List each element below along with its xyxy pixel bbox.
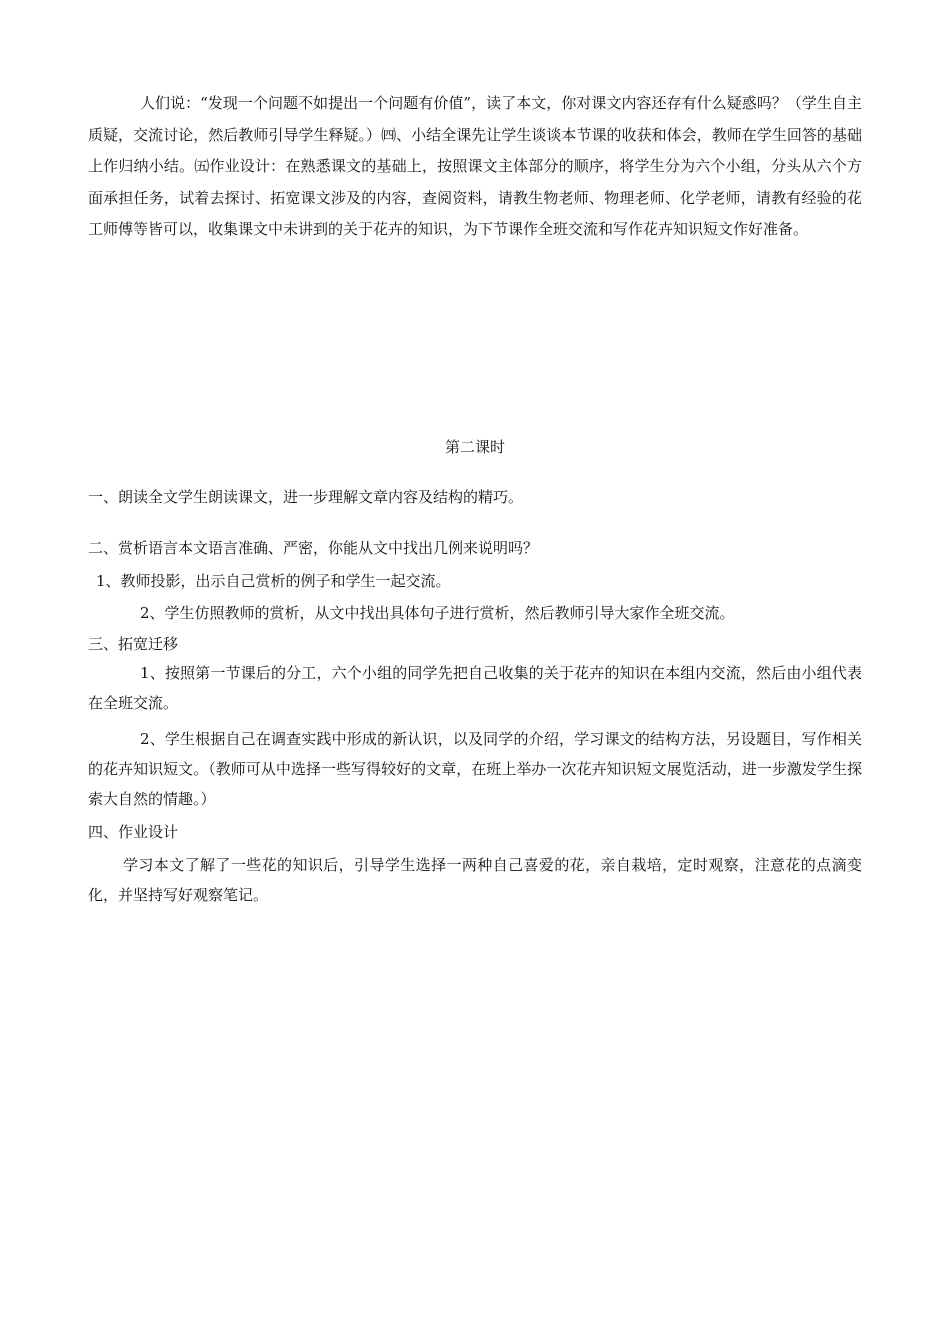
item-2-language-appreciation: 二、赏析语言本文语言准确、严密，你能从文中找出几例来说明吗？ (88, 539, 539, 557)
item-3-extension: 三、拓宽迁移 (88, 635, 179, 653)
intro-paragraph: 人们说：“发现一个问题不如提出一个问题有价值”，读了本文，你对课文内容还存有什么疑惑吗？（学生自主质疑，交流讨论，然后教师引导学生释疑。）㈣、小结全课先让学生谈谈本节课的收获和体会，教师在学生回答的基础上作归纳小结。㈤作业设计：在熟悉课文的基础上，按照课文主体部分的顺序，将学生分为六个小组，分头从六个方面承担任务，试着去探讨、拓宽课文涉及的内容，查阅资料，请教生物老师、物理老师、化学老师，请教有经验的花工师傅等皆可以，收集课文中未讲到的关于花卉的知识，为下节课作全班交流和写作花卉知识短文作好准备。 (88, 94, 862, 238)
item-4-homework: 四、作业设计 (88, 823, 179, 841)
item-1-read-aloud: 一、朗读全文学生朗读课文，进一步理解文章内容及结构的精巧。 (88, 488, 524, 506)
item-2-sub-2: 2、学生仿照教师的赏析，从文中找出具体句子进行赏析，然后教师引导大家作全班交流。 (140, 604, 735, 622)
item-3-sub-1: 1、按照第一节课后的分工，六个小组的同学先把自己收集的关于花卉的知识在本组内交流，然后由小组代表在全班交流。 (88, 664, 862, 712)
item-2-sub-1: 1、教师投影，出示自己赏析的例子和学生一起交流。 (96, 572, 451, 590)
item-4-body: 学习本文了解了一些花的知识后，引导学生选择一两种自己喜爱的花，亲自栽培，定时观察，注意花的点滴变化，并坚持写好观察笔记。 (88, 856, 862, 904)
section-title: 第二课时 (444, 438, 505, 456)
item-3-sub-2: 2、学生根据自己在调查实践中形成的新认识，以及同学的介绍，学习课文的结构方法，另设题目，写作相关的花卉知识短文。（教师可从中选择一些写得较好的文章，在班上举办一次花卉知识短文展览活动，进一步激发学生探索大自然的情趣。） (88, 730, 862, 808)
